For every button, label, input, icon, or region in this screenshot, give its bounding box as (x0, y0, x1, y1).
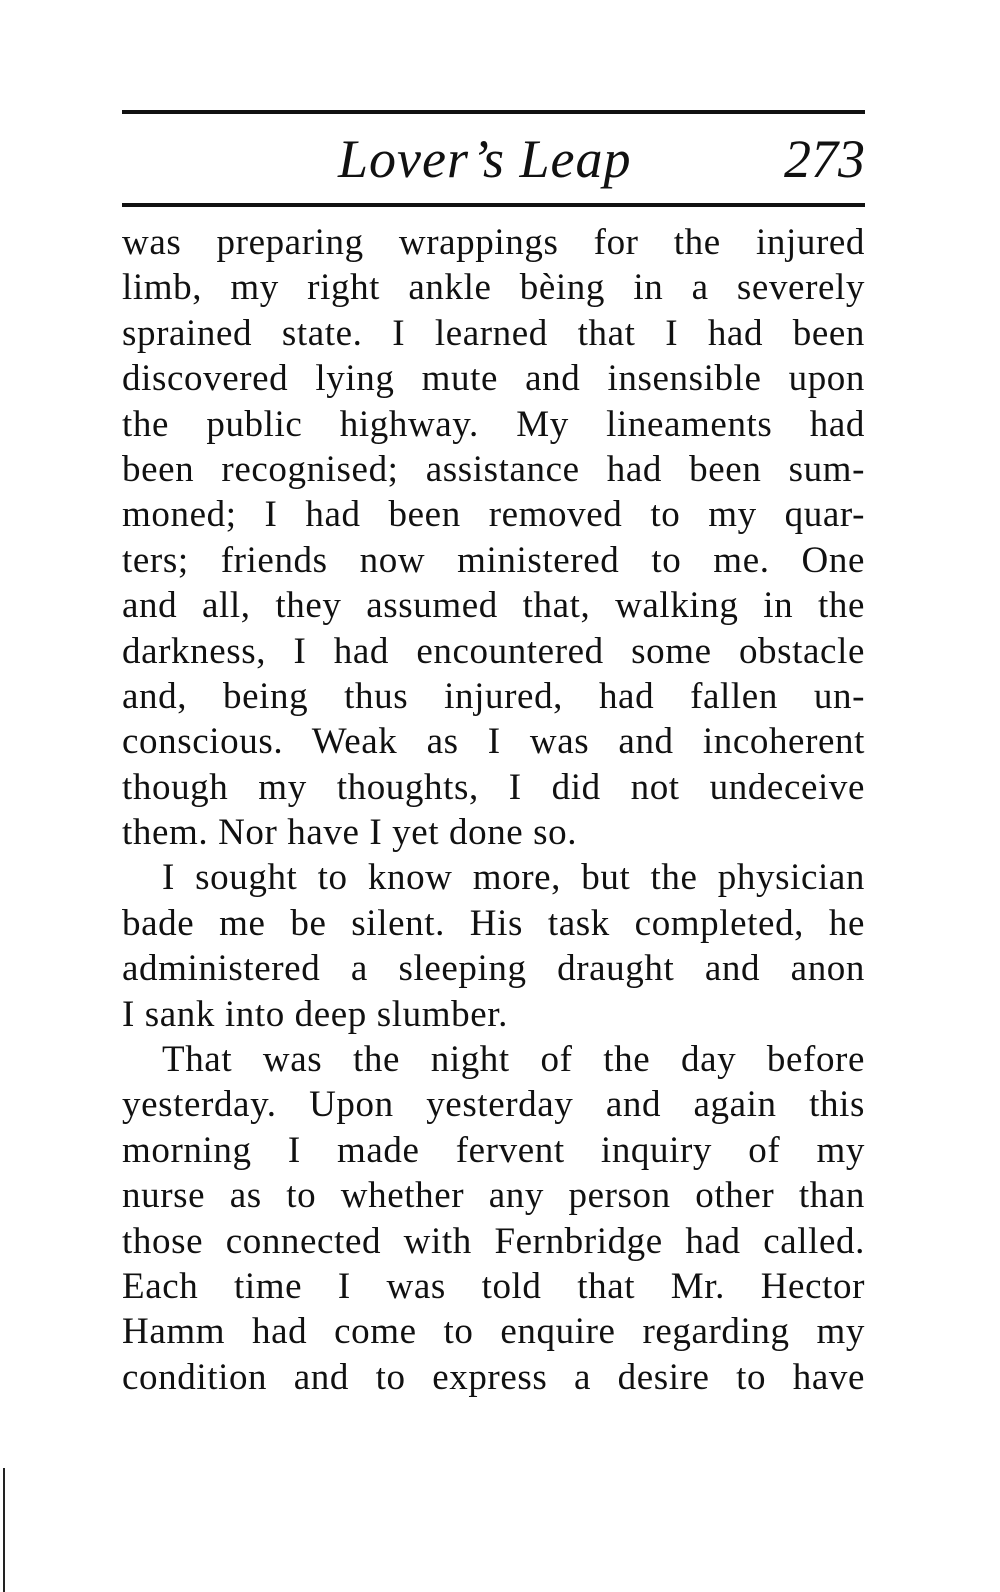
header-bottom-rule (122, 203, 865, 207)
text-line: conscious. Weak as I was and incoherent (122, 721, 865, 763)
running-head-title: Lover’s Leap (338, 129, 632, 189)
text-line: darkness, I had encountered some obstacle (122, 630, 865, 672)
text-line: been recognised; assistance had been sum- (122, 448, 865, 490)
text-line: nurse as to whether any person other than (122, 1175, 865, 1217)
text-line: I sank into deep slumber. (122, 993, 508, 1035)
text-line: though my thoughts, I did not undeceive (122, 766, 865, 808)
text-line: was preparing wrappings for the injured (122, 222, 865, 263)
text-line: limb, my right ankle bèing in a severely (122, 267, 865, 309)
text-line: those connected with Fernbridge had called. (122, 1220, 865, 1262)
text-line: That was the night of the day before (162, 1039, 865, 1081)
text-line: and, being thus injured, had fallen un- (122, 675, 865, 717)
text-line: them. Nor have I yet done so. (122, 812, 578, 854)
text-line: discovered lying mute and insensible upon (122, 358, 865, 400)
text-line: and all, they assumed that, walking in the (122, 585, 865, 627)
header-top-rule (122, 110, 865, 114)
text-line: condition and to express a desire to have (122, 1356, 865, 1398)
text-line: ters; friends now ministered to me. One (122, 539, 865, 581)
text-line: bade me be silent. His task completed, he (122, 902, 865, 944)
text-line: Hamm had come to enquire regarding my (122, 1311, 865, 1353)
text-line: the public highway. My lineaments had (122, 403, 865, 445)
text-line: administered a sleeping draught and anon (122, 948, 865, 990)
page-number: 273 (784, 129, 865, 189)
text-line: moned; I had been removed to my quar- (122, 494, 865, 536)
text-line: Each time I was told that Mr. Hector (122, 1265, 865, 1307)
text-line: sprained state. I learned that I had been (122, 312, 865, 354)
text-line: I sought to know more, but the physician (162, 857, 865, 899)
text-line: yesterday. Upon yesterday and again this (122, 1084, 865, 1126)
scan-edge-mark (3, 1468, 5, 1592)
running-head (122, 126, 865, 196)
body-text (122, 220, 865, 1400)
text-line: morning I made fervent inquiry of my (122, 1129, 865, 1171)
